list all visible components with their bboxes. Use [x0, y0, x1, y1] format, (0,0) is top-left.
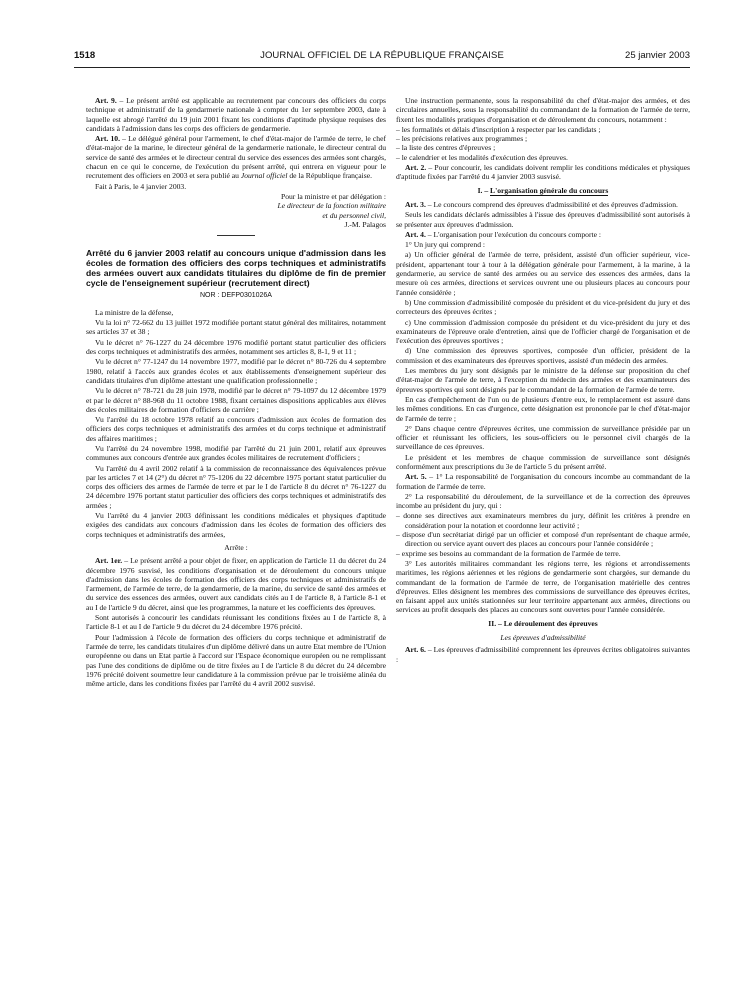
article-label: Art. 2.: [405, 163, 427, 173]
list-item: – exprime ses besoins au commandant de la formation de l'armée de terre.: [396, 548, 621, 558]
journal-title: JOURNAL OFFICIEL DE LA RÉPUBLIQUE FRANÇAISE: [260, 50, 504, 61]
list-item: – les précisions relatives aux programmes ;: [396, 134, 528, 144]
article-4-paragraph: Le président et les membres de chaque commission de surveillance sont désignés conformément aux prescriptions du 3e de l'article 5 du présent arrêté.: [396, 452, 690, 471]
jury-line: 1° Un jury qui comprend :: [405, 240, 486, 250]
visa: Vu l'arrêté du 4 avril 2002 relatif à la commission de reconnaissance des équivalences prévue par les articles 7 et 14 (2°) du décret n° 75-1206 du 22 décembre 1975 portant statut particulier du corps des officiers des armes de l'armée de terre et par le I de l'article 8 du décret n° 76-1227 du 24 décembre 1976 portant statut particulier des officiers des corps techniques et administratifs des armées ;: [86, 463, 386, 510]
visa: Vu le décret n° 76-1227 du 24 décembre 1976 modifié portant statut particulier des officiers des corps techniques et administratifs des armées, notamment ses articles 8, 8-1, 9 et 11 ;: [86, 337, 386, 357]
visa: Vu le décret n° 77-1247 du 14 novembre 1977, modifié par le décret n° 80-726 du 4 septembre 1980, relatif à l'accès aux grandes écoles et aux établissements d'enseignement supérieur des candidats titulaires d'un diplôme attestant une qualification professionnelle ;: [86, 357, 386, 385]
article-5-list: [396, 511, 690, 557]
arrete-heading: Arrête :: [224, 542, 248, 552]
header-rule: [74, 67, 690, 68]
article-1-paragraph: Pour l'admission à l'école de formation des officiers du corps technique et administratif de l'armée de terre, les candidats titulaires d'un diplôme délivré dans un autre Etat membre de l'Union européenne ou dans un Etat partie à l'accord sur l'Espace économique européen ou ne remplissant pas l'une des conditions de diplôme ou de titre fixées au I de l'article 8 du décret du 24 décembre 1976 précité doivent soumettre leur candidature à la commission prévue par le troisième alinéa du même article, dans les conditions fixées par l'arrêté du 4 avril 2002 susvisé.: [86, 632, 386, 689]
article-4-paragraph: En cas d'empêchement de l'un ou de plusieurs d'entre eux, le remplacement est assuré dans les mêmes conditions. En cas d'urgence, cette désignation est prononcée par le chef d'état-major de l'armée de terre ;: [396, 394, 690, 423]
article-3-paragraph: Seuls les candidats déclarés admissibles à l'issue des épreuves d'admissibilité sont autorisés à se présenter aux épreuves d'admission.: [396, 210, 690, 229]
decree-title: Arrêté du 6 janvier 2003 relatif au concours unique d'admission dans les écoles de formation des officiers des corps techniques et administratifs des armées ouvert aux candidats titulaires du diplôme de fin de premier cycle de l'enseignement supérieur (recrutement direct): [86, 248, 386, 289]
visa: Vu l'arrêté du 4 janvier 2003 définissant les conditions médicales et physiques d'aptitude exigées des candidats aux concours d'admission dans les écoles de formation des officiers des corps techniques et administratifs des armées,: [86, 511, 386, 539]
article-3: [396, 200, 690, 209]
article-text: – 1° La responsabilité de l'organisation du concours incombe au commandant de la formation de l'armée de terre.: [396, 472, 690, 491]
signatory-name: J.-M. Palagos: [344, 219, 386, 229]
visa: Vu l'arrêté du 18 octobre 1978 relatif au concours d'admission aux écoles de formation des officiers des corps techniques et administratifs des armées et du corps technique et administratif des affaires maritimes ;: [86, 415, 386, 443]
list-item: – le calendrier et les modalités d'exécution des épreuves.: [396, 152, 568, 162]
article-label: Art. 1er.: [95, 556, 123, 566]
fait-a-paris: Fait à Paris, le 4 janvier 2003.: [95, 181, 187, 191]
left-column: [86, 96, 386, 689]
list-item: – dispose d'un secrétariat dirigé par un officier et composé d'un représentant de chaque armée, direction ou service ayant ouvert des places au concours pour l'année considérée ;: [396, 530, 690, 549]
article-text: – Le concours comprend des épreuves d'admissibilité et des épreuves d'admission.: [425, 199, 678, 209]
article-4-paragraph: Les membres du jury sont désignés par le ministre de la défense sur proposition du chef d'état-major de l'armée de terre, à l'exception du médecin des armées et des examinateurs des épreuves sportives qui sont désignés par le commandant de la formation de l'armée de terre.: [396, 366, 690, 394]
article-text: – Le présent arrêté est applicable au recrutement par concours des officiers du corps technique et administratif de la gendarmerie nationale à compter du 1er septembre 2003, date à laquelle est abrogé l'arrêté du 19 juin 2001 fixant les conditions d'aptitude physique requises des candidats à l'admission dans les corps des officiers de gendarmerie.: [86, 96, 386, 133]
article-2: [396, 163, 690, 182]
subsection-heading: Les épreuves d'admissibilité: [500, 633, 586, 643]
issue-date: 25 janvier 2003: [625, 50, 690, 61]
right-column: [396, 96, 690, 665]
ministre-line: La ministre de la défense,: [95, 307, 174, 317]
jury-item-d: d) Une commission des épreuves sportives, composée d'un officier, président de la commission et des examinateurs des épreuves sportives, assisté d'un médecin des armées.: [396, 346, 690, 365]
signature-line: et du personnel civil,: [322, 210, 386, 220]
article-label: Art. 9.: [95, 96, 117, 105]
jury-item-c: c) Une commission d'admission composée du président et du vice-président du jury et des examinateurs de l'épreuve orale d'entretien, ainsi que de l'officier chargé de l'organisation et de l'exécution des épreuves sportives ;: [396, 317, 690, 346]
intro-list: [396, 125, 690, 162]
article-label: Art. 3.: [405, 199, 426, 209]
article-1-paragraph: Sont autorisés à concourir les candidats réunissant les conditions fixées au I de l'article 8, à l'article 8-1 et au I de l'article 9 du décret du 24 décembre 1976 précité.: [86, 613, 386, 632]
article-text: – Le délégué général pour l'armement, le chef d'état-major de l'armée de terre, le chef d'état-major de la marine, le directeur général de la gendarmerie nationale, le directeur central du service de santé des armées et le directeur central du service des essences des armées sont chargés, chacun en ce qui le concerne, de l'exécution du présent arrêté, qui entrera en vigueur pour le recrutement des officiers en 2003 et sera publié au: [86, 134, 386, 181]
list-item: – les formalités et délais d'inscription à respecter par les candidats ;: [396, 124, 601, 134]
section-heading-1: [396, 186, 690, 195]
signature-block: [86, 192, 386, 229]
article-text: – Pour concourir, les candidats doivent remplir les conditions médicales et physiques d'aptitude fixées par l'arrêté du 4 janvier 2003 susvisé.: [396, 163, 690, 182]
article-9: [86, 96, 386, 133]
article-1: [86, 556, 386, 612]
article-label: Art. 10.: [95, 134, 120, 144]
article-6: [396, 645, 690, 664]
article-10: [86, 134, 386, 180]
section-heading-2: II. – Le déroulement des épreuves: [488, 618, 598, 628]
visa: Vu l'arrêté du 24 novembre 1998, modifié par l'arrêté du 21 juin 2001, relatif aux épreuves communes aux concours d'entrée aux grandes écoles militaires de recrutement d'officiers ;: [86, 443, 386, 463]
article-text: – Le présent arrêté a pour objet de fixer, en application de l'article 11 du décret du 24 décembre 1976 susvisé, les conditions d'organisation et de déroulement du concours unique d'admission dans les écoles de formation des officiers des corps techniques et administratifs de l'armement, de l'armée de terre, de la gendarmerie, de la marine, du service de santé des armées et du service des essences des armées, ouvert aux candidats cités au I de l'article 8, à l'article 8-1 et au I de l'article 9 du décret, ainsi que les programmes, la nature et les coefficients des épreuves.: [86, 556, 386, 612]
page-number: 1518: [74, 50, 96, 61]
article-4: [396, 230, 690, 239]
section-number: I. –: [477, 185, 491, 195]
article-text: – Les épreuves d'admissibilité comprennent les épreuves écrites obligatoires suivantes :: [396, 645, 690, 664]
article-5-paragraph: 2° La responsabilité du déroulement, de la surveillance et de la correction des épreuves incombe au président du jury, qui :: [396, 491, 690, 511]
article-text: de la République française.: [287, 171, 373, 181]
intro-paragraph: Une instruction permanente, sous la responsabilité du chef d'état-major des armées, et des circulaires annuelles, sous la responsabilité du commandant de la formation de l'armée de terre, fixent les modalités pratiques d'organisation et de déroulement du concours, notamment :: [396, 96, 690, 124]
signature-line: Le directeur de la fonction militaire: [277, 201, 386, 211]
list-item: – donne ses directives aux examinateurs membres du jury, définit les critères à prendre en considération pour la notation et coordonne leur activité ;: [396, 511, 690, 530]
article-4-paragraph: 2° Dans chaque centre d'épreuves écrites, une commission de surveillance présidée par un officier et réunissant les officiers, les sous-officiers ou le personnel civil chargés de la surveillance de ces épreuves.: [396, 423, 690, 452]
journal-name: Journal officiel: [240, 171, 288, 181]
jury-item-a: a) Un officier général de l'armée de terre, président, assisté d'un officier supérieur, vice-président, appartenant tour à tour à la délégation générale pour l'armement, à la marine, à la gendarmerie, au service de santé des armées ou au service des essences des armées, dans la mesure où ces armées, directions et services ouvrent une ou plusieurs places au concours pour l'année considérée ;: [396, 250, 690, 297]
jury-item-b: b) Une commission d'admissibilité composée du président et du vice-président du jury et des correcteurs des épreuves écrites ;: [396, 297, 690, 317]
nor-reference: NOR : DEFP0301026A: [200, 291, 272, 299]
article-label: Art. 6.: [405, 645, 426, 655]
visa: Vu la loi n° 72-662 du 13 juillet 1972 modifiée portant statut général des militaires, notamment ses articles 37 et 38 ;: [86, 318, 386, 337]
article-text: – L'organisation pour l'exécution du concours comporte :: [425, 229, 601, 239]
list-item: – la liste des centres d'épreuves ;: [396, 143, 496, 153]
article-label: Art. 4.: [405, 229, 426, 239]
section-title: L'organisation générale du concours: [490, 185, 609, 195]
article-5-paragraph: 3° Les autorités militaires commandant les régions terre, les régions et arrondissements maritimes, les régions aériennes et les régions de gendarmerie sont chargées, sur demande du commandant de la formation de l'armée de terre, de l'organisation matérielle des centres d'épreuves. Elles désignent les membres des commissions de surveillance des épreuves écrites, en faisant appel aux unités stationnées sur leur territoire appartenant aux armées, directions ou services au profit desquels des places au concours sont ouvertes pour l'année considérée.: [396, 558, 690, 615]
article-label: Art. 5.: [405, 472, 427, 482]
signature-line: Pour la ministre et par délégation :: [280, 191, 386, 201]
separator: [217, 235, 255, 236]
page-header: [74, 50, 690, 66]
article-5: [396, 472, 690, 491]
visa: Vu le décret n° 78-721 du 28 juin 1978, modifié par le décret n° 79-1097 du 12 décembre 1979 et par le décret n° 88-968 du 11 octobre 1988, fixant certaines dispositions applicables aux élèves des écoles militaires de formation d'officiers de carrière ;: [86, 386, 386, 414]
